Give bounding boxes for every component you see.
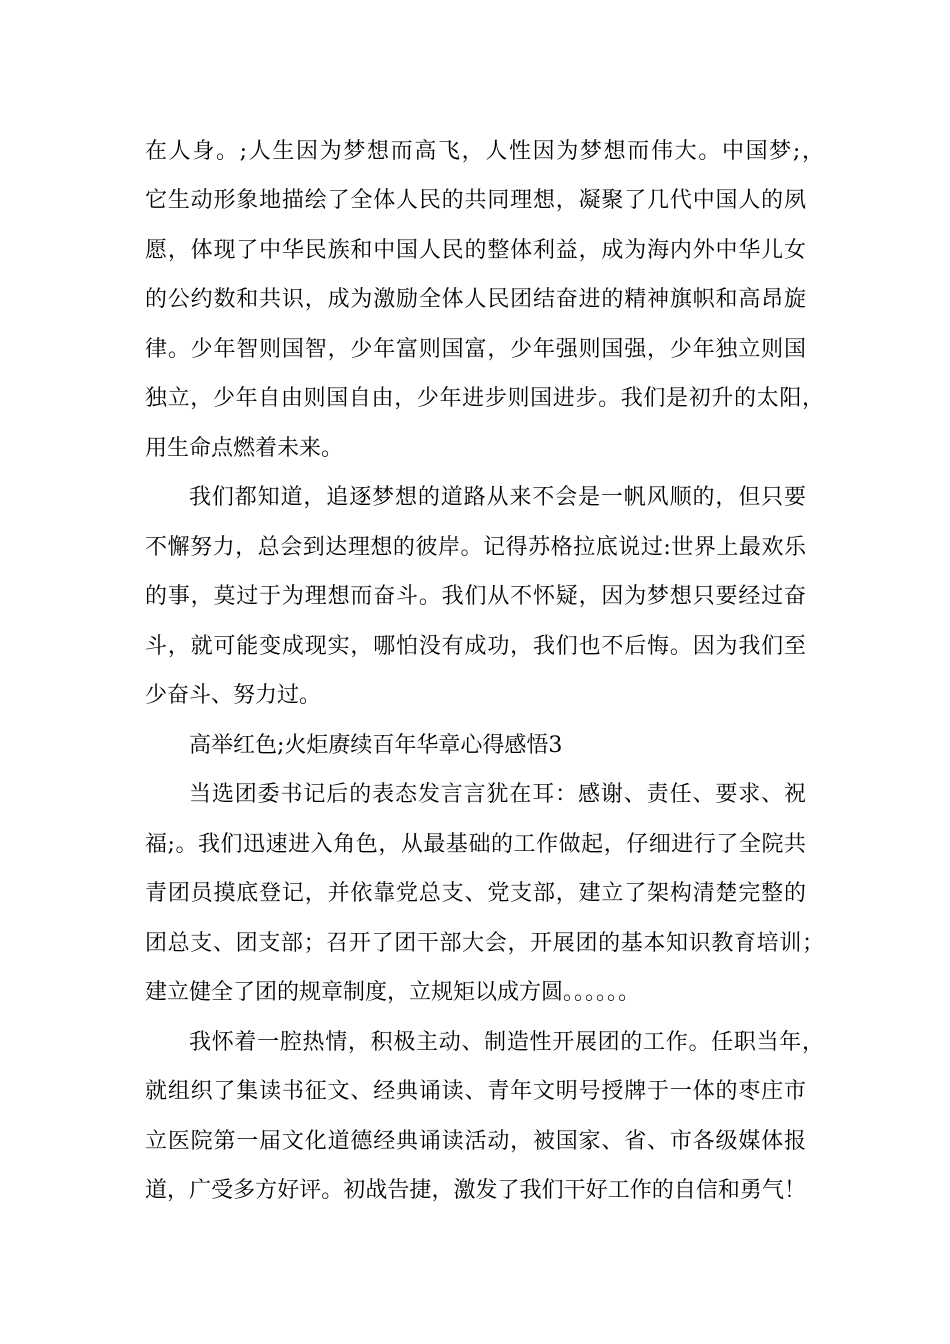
text-line: 在人身。;人生因为梦想而高飞，人性因为梦想而伟大。中国梦;，	[145, 139, 824, 164]
text-line: 我怀着一腔热情，积极主动、制造性开展团的工作。任职当年，	[189, 1030, 824, 1055]
text-line: 用生命点燃着未来。	[145, 436, 344, 461]
text-line: 律。少年智则国智，少年富则国富，少年强则国强，少年独立则国	[145, 337, 806, 362]
text-line: 愿，体现了中华民族和中国人民的整体利益，成为海内外中华儿女	[145, 238, 806, 263]
text-line: 团总支、团支部；召开了团干部大会，开展团的基本知识教育培训；	[145, 931, 824, 956]
text-line: 就组织了集读书征文、经典诵读、青年文明号授牌于一体的枣庄市	[145, 1079, 806, 1104]
text-line: 当选团委书记后的表态发言言犹在耳：感谢、责任、要求、祝	[189, 782, 806, 807]
text-line: 斗，就可能变成现实，哪怕没有成功，我们也不后悔。因为我们至	[145, 634, 806, 659]
text-line: 立医院第一届文化道德经典诵读活动，被国家、省、市各级媒体报	[145, 1129, 806, 1154]
text-line: 独立，少年自由则国自由，少年进步则国进步。我们是初升的太阳，	[145, 386, 824, 411]
text-line: 我们都知道，追逐梦想的道路从来不会是一帆风顺的，但只要	[189, 485, 806, 510]
text-line: 道，广受多方好评。初战告捷，激发了我们干好工作的自信和勇气！	[145, 1178, 806, 1203]
text-line: 青团员摸底登记，并依靠党总支、党支部，建立了架构清楚完整的	[145, 881, 806, 906]
text-line: 福;。我们迅速进入角色，从最基础的工作做起，仔细进行了全院共	[145, 832, 806, 857]
section-heading: 高举红色;火炬赓续百年华章心得感悟3	[189, 733, 563, 758]
text-line: 少奋斗、努力过。	[145, 683, 322, 708]
text-line: 不懈努力，总会到达理想的彼岸。记得苏格拉底说过:世界上最欢乐	[145, 535, 806, 560]
text-line: 的事，莫过于为理想而奋斗。我们从不怀疑，因为梦想只要经过奋	[145, 584, 806, 609]
text-line: 它生动形象地描绘了全体人民的共同理想，凝聚了几代中国人的夙	[145, 188, 806, 213]
text-line: 建立健全了团的规章制度，立规矩以成方圆。。。。。。	[145, 980, 641, 1005]
text-line: 的公约数和共识，成为激励全体人民团结奋进的精神旗帜和高昂旋	[145, 287, 806, 312]
